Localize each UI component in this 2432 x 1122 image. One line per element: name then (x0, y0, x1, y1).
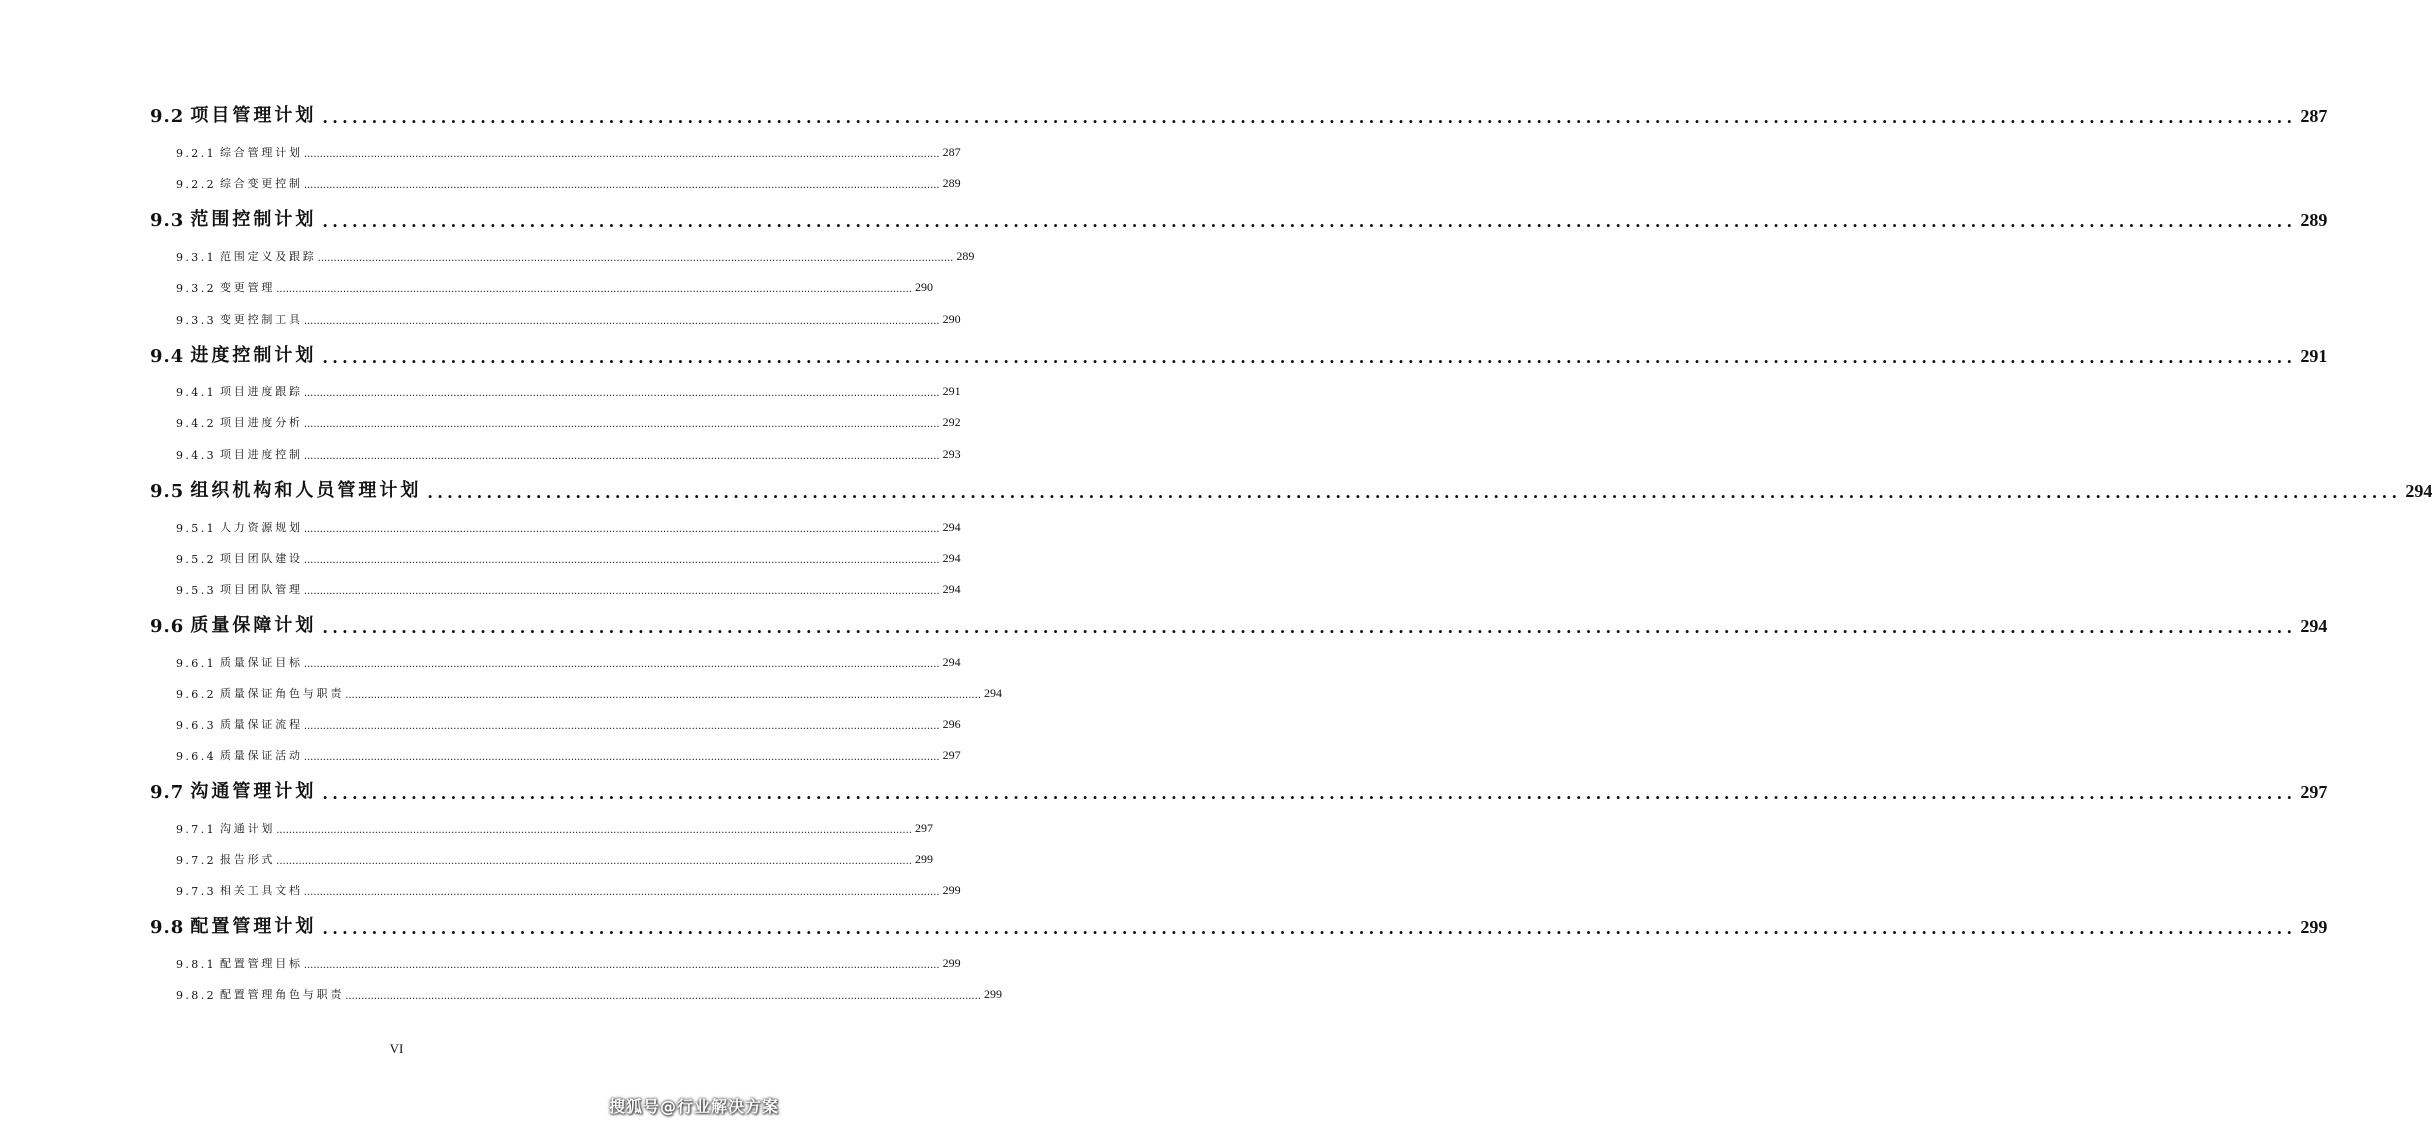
toc-entry-number: 9.8.1 (176, 958, 216, 971)
toc-subsection-entry[interactable] (176, 173, 961, 191)
toc-entry-number: 9.7 (150, 782, 185, 803)
toc-entry-page: 292 (942, 415, 961, 429)
toc-subsection-entry[interactable] (176, 412, 961, 430)
toc-entry-page: 294 (942, 520, 961, 534)
toc-entry-page: 294 (942, 655, 961, 669)
dot-leader: ........................................................................................................................................................................................................ (317, 253, 954, 264)
dot-leader: ........................................................................................................................................................................................................ (345, 991, 981, 1002)
dot-leader: ........................................................................................................................................................................................................ (303, 887, 940, 898)
toc-entry-page: 296 (942, 717, 961, 731)
toc-section-entry[interactable] (150, 777, 2328, 803)
toc-entry-page: 299 (983, 987, 1002, 1001)
toc-subsection-entry[interactable] (176, 579, 961, 597)
toc-entry-number: 9.3.3 (176, 314, 216, 327)
toc-entry-page: 289 (956, 249, 975, 263)
watermark: 搜狐号@行业解决方案 (608, 1097, 779, 1116)
toc-entry-number: 9.5.3 (176, 584, 216, 597)
toc-entry-title: 配置管理计划 (190, 916, 317, 937)
toc-subsection-entry[interactable] (176, 818, 933, 836)
toc-entry-title: 综合变更控制 (220, 177, 303, 190)
dot-leader: ........................................................................................................................................................................................................ (303, 316, 940, 327)
toc-entry-number: 9.3.1 (176, 251, 216, 264)
toc-section-entry[interactable] (150, 205, 2328, 231)
dot-leader: ........................................................................................................................................................................................................ (427, 483, 2402, 502)
toc-entry-number: 9.6 (150, 616, 185, 637)
toc-entry-title: 组织机构和人员管理计划 (190, 480, 422, 501)
toc-entry-page: 293 (942, 447, 961, 461)
toc-entry-title: 项目管理计划 (190, 105, 317, 126)
toc-entry-page: 299 (942, 956, 961, 970)
toc-entry-page: 290 (942, 312, 961, 326)
toc-entry-page: 294 (2405, 481, 2432, 501)
toc-entry-page: 299 (914, 852, 933, 866)
toc-entry-page: 294 (2300, 616, 2328, 636)
toc-entry-title: 质量保证活动 (220, 749, 303, 762)
toc-entry-page: 291 (2300, 346, 2328, 366)
dot-leader: ........................................................................................................................................................................................................ (322, 618, 2297, 637)
dot-leader: ........................................................................................................................................................................................................ (322, 784, 2297, 803)
toc-entry-title: 进度控制计划 (190, 345, 317, 366)
toc-entry-title: 人力资源规划 (220, 521, 303, 534)
toc-subsection-entry[interactable] (176, 745, 961, 763)
toc-entry-page: 294 (983, 686, 1002, 700)
toc-entry-page: 287 (2300, 106, 2328, 126)
toc-entry-page: 290 (914, 280, 933, 294)
dot-leader: ........................................................................................................................................................................................................ (303, 388, 940, 399)
dot-leader: ........................................................................................................................................................................................................ (276, 825, 912, 836)
toc-entry-title: 质量保障计划 (190, 615, 317, 636)
toc-entry-number: 9.6.2 (176, 688, 216, 701)
toc-entry-title: 沟通管理计划 (190, 781, 317, 802)
toc-subsection-entry[interactable] (176, 652, 961, 670)
toc-section-entry[interactable] (150, 912, 2328, 938)
toc-subsection-entry[interactable] (176, 309, 961, 327)
toc-entry-title: 项目进度控制 (220, 448, 303, 461)
dot-leader: ........................................................................................................................................................................................................ (322, 108, 2297, 127)
toc-entry-title: 项目团队管理 (220, 583, 303, 596)
toc-entry-number: 9.7.1 (176, 823, 216, 836)
toc-subsection-entry[interactable] (176, 142, 961, 160)
dot-leader: ........................................................................................................................................................................................................ (322, 348, 2297, 367)
dot-leader: ........................................................................................................................................................................................................ (303, 180, 940, 191)
dot-leader: ........................................................................................................................................................................................................ (322, 212, 2297, 231)
toc-entry-page: 297 (942, 748, 961, 762)
toc-subsection-entry[interactable] (176, 849, 933, 867)
toc-entry-number: 9.6.4 (176, 750, 216, 763)
toc-entry-number: 9.4.2 (176, 417, 216, 430)
toc-section-entry[interactable] (150, 101, 2328, 127)
toc-subsection-entry[interactable] (176, 381, 961, 399)
toc-subsection-entry[interactable] (176, 548, 961, 566)
toc-subsection-entry[interactable] (176, 953, 961, 971)
toc-subsection-entry[interactable] (176, 517, 961, 535)
toc-entry-title: 相关工具文档 (220, 884, 303, 897)
dot-leader: ........................................................................................................................................................................................................ (303, 659, 940, 670)
dot-leader: ........................................................................................................................................................................................................ (303, 419, 940, 430)
toc-subsection-entry[interactable] (176, 683, 1002, 701)
toc-entry-number: 9.4 (150, 346, 185, 367)
toc-entry-page: 297 (2300, 782, 2328, 802)
toc-entry-title: 质量保证目标 (220, 656, 303, 669)
toc-entry-number: 9.7.2 (176, 854, 216, 867)
toc-subsection-entry[interactable] (176, 444, 961, 462)
toc-entry-title: 综合管理计划 (220, 146, 303, 159)
toc-entry-number: 9.8 (150, 917, 185, 938)
dot-leader: ........................................................................................................................................................................................................ (303, 524, 940, 535)
toc-entry-title: 变更控制工具 (220, 313, 303, 326)
toc-entry-number: 9.6.3 (176, 719, 216, 732)
toc-entry-number: 9.4.3 (176, 449, 216, 462)
toc-entry-number: 9.2 (150, 106, 185, 127)
dot-leader: ........................................................................................................................................................................................................ (276, 856, 912, 867)
toc-entry-title: 报告形式 (220, 853, 276, 866)
toc-entry-title: 项目进度跟踪 (220, 385, 303, 398)
toc-entry-title: 项目进度分析 (220, 416, 303, 429)
toc-entry-title: 范围控制计划 (190, 209, 317, 230)
toc-entry-title: 项目团队建设 (220, 552, 303, 565)
dot-leader: ........................................................................................................................................................................................................ (303, 586, 940, 597)
dot-leader: ........................................................................................................................................................................................................ (303, 149, 940, 160)
toc-entry-number: 9.8.2 (176, 989, 216, 1002)
toc-entry-number: 9.7.3 (176, 885, 216, 898)
toc-entry-number: 9.2.2 (176, 178, 216, 191)
toc-entry-page: 294 (942, 582, 961, 596)
toc-entry-page: 297 (914, 821, 933, 835)
toc-entry-title: 配置管理目标 (220, 957, 303, 970)
toc-entry-title: 变更管理 (220, 281, 276, 294)
toc-entry-number: 9.2.1 (176, 147, 216, 160)
toc-entry-number: 9.5.2 (176, 553, 216, 566)
toc-entry-number: 9.3 (150, 210, 185, 231)
toc-entry-page: 291 (942, 384, 961, 398)
toc-entry-title: 质量保证角色与职责 (220, 687, 345, 700)
dot-leader: ........................................................................................................................................................................................................ (322, 919, 2297, 938)
dot-leader: ........................................................................................................................................................................................................ (345, 690, 981, 701)
toc-entry-title: 沟通计划 (220, 822, 276, 835)
toc-entry-page: 294 (942, 551, 961, 565)
dot-leader: ........................................................................................................................................................................................................ (303, 555, 940, 566)
toc-entry-number: 9.4.1 (176, 386, 216, 399)
toc-section-entry[interactable] (150, 476, 2432, 502)
page-number: VI (389, 1041, 404, 1056)
toc-entry-title: 质量保证流程 (220, 718, 303, 731)
toc-subsection-entry[interactable] (176, 246, 975, 264)
toc-entry-page: 289 (942, 176, 961, 190)
toc-entry-page: 299 (2300, 917, 2328, 937)
toc-entry-title: 配置管理角色与职责 (220, 988, 345, 1001)
toc-section-entry[interactable] (150, 611, 2328, 637)
toc-subsection-entry[interactable] (176, 277, 933, 295)
toc-subsection-entry[interactable] (176, 880, 961, 898)
toc-subsection-entry[interactable] (176, 714, 961, 732)
toc-entry-number: 9.5 (150, 481, 185, 502)
dot-leader: ........................................................................................................................................................................................................ (303, 451, 940, 462)
dot-leader: ........................................................................................................................................................................................................ (276, 284, 912, 295)
dot-leader: ........................................................................................................................................................................................................ (303, 752, 940, 763)
toc-entry-number: 9.6.1 (176, 657, 216, 670)
toc-section-entry[interactable] (150, 341, 2328, 367)
toc-subsection-entry[interactable] (176, 984, 1002, 1002)
toc-entry-number: 9.3.2 (176, 282, 216, 295)
toc-entry-title: 范围定义及跟踪 (220, 250, 317, 263)
toc-entry-page: 289 (2300, 210, 2328, 230)
dot-leader: ........................................................................................................................................................................................................ (303, 721, 940, 732)
toc-entry-page: 299 (942, 883, 961, 897)
toc-entry-page: 287 (942, 145, 961, 159)
dot-leader: ........................................................................................................................................................................................................ (303, 960, 940, 971)
toc-entry-number: 9.5.1 (176, 522, 216, 535)
